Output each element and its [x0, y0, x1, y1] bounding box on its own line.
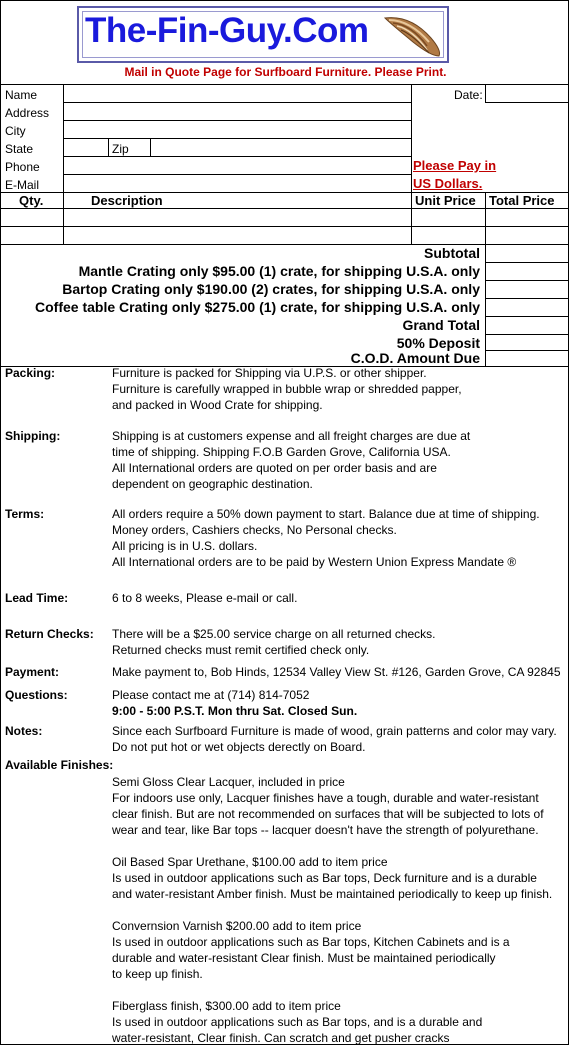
coffee-crating-label: Coffee table Crating only $275.00 (1) crate, for shipping U.S.A. only: [35, 299, 480, 315]
email-label: E-Mail: [5, 178, 40, 192]
shipping-title: Shipping:: [5, 429, 61, 443]
divider: [411, 84, 412, 244]
finishes-title: Available Finishes:: [5, 758, 114, 772]
business-hours: 9:00 - 5:00 P.S.T. Mon thru Sat. Closed Sun.: [112, 704, 358, 718]
col-description-header: Description: [91, 193, 163, 208]
text-line: dependent on geographic destination.: [112, 477, 313, 491]
text-line: [112, 982, 552, 998]
lead-time-title: Lead Time:: [5, 591, 69, 605]
page-subtitle: Mail in Quote Page for Surfboard Furniture. Please Print.: [124, 65, 447, 79]
text-line: For indoors use only, Lacquer finishes have a tough, durable and water-resistant: [112, 791, 539, 805]
terms-title: Terms:: [5, 507, 45, 521]
return-checks-text: [112, 626, 436, 658]
text-line: and packed in Wood Crate for shipping.: [112, 398, 323, 412]
logo-text: The-Fin-Guy.Com: [85, 11, 369, 50]
phone-label: Phone: [5, 160, 40, 174]
bartop-crating-label: Bartop Crating only $190.00 (2) crates, for shipping U.S.A. only: [62, 281, 480, 297]
name-label: Name: [5, 88, 38, 102]
payment-text: [112, 664, 561, 680]
text-line: [112, 902, 552, 918]
city-field[interactable]: [64, 121, 411, 138]
text-line: water-resistant, Clear finish. Can scratch and get pusher cracks: [112, 1031, 450, 1045]
divider: [108, 138, 109, 156]
grand-total-label: Grand Total: [402, 317, 480, 333]
site-logo[interactable]: [77, 6, 449, 63]
packing-title: Packing:: [5, 366, 56, 380]
address-label: Address: [5, 106, 50, 120]
city-label: City: [5, 124, 26, 138]
zip-field[interactable]: [151, 139, 411, 156]
text-line: Semi Gloss Clear Lacquer, included in price: [112, 775, 345, 789]
pay-usd-note[interactable]: Please Pay in: [413, 158, 497, 173]
divider: [1, 192, 569, 193]
date-field[interactable]: [486, 85, 569, 102]
text-line: All International orders are quoted on per order basis and are: [112, 461, 437, 475]
text-line: All orders require a 50% down payment to start. Balance due at time of shipping.: [112, 507, 540, 521]
cod-label: C.O.D. Amount Due: [350, 350, 480, 366]
col-total-price-header: Total Price: [489, 193, 555, 208]
text-line: Is used in outdoor applications such as Bar tops, and is a durable and: [112, 1015, 483, 1029]
text-line: Returned checks must remit certified check only.: [112, 643, 370, 657]
text-line: Is used in outdoor applications such as Bar tops, Deck furniture and is a durable: [112, 871, 537, 885]
surfboard-fin-icon: [383, 12, 443, 58]
state-label: State: [5, 142, 34, 156]
text-line: Please contact me at (714) 814-7052: [112, 688, 310, 702]
divider: [485, 262, 569, 263]
deposit-label: 50% Deposit: [396, 335, 480, 351]
col-qty-header: Qty.: [19, 193, 44, 208]
return-checks-title: Return Checks:: [5, 627, 94, 641]
text-line: clear finish. But are not recommended on surfaces that will be subjected to lots of: [112, 807, 544, 821]
divider: [1, 208, 569, 209]
state-field[interactable]: [64, 139, 108, 156]
lead-time-text: [112, 590, 297, 606]
text-line: 6 to 8 weeks, Please e-mail or call.: [112, 591, 298, 605]
address-field[interactable]: [64, 103, 411, 120]
col-unit-price-header: Unit Price: [415, 193, 476, 208]
mantle-crating-label: Mantle Crating only $95.00 (1) crate, for shipping U.S.A. only: [78, 263, 480, 279]
pay-usd-note-line2[interactable]: US Dollars.: [413, 176, 483, 191]
packing-text: [112, 365, 462, 413]
text-line: Since each Surfboard Furniture is made of wood, grain patterns and color may vary.: [112, 724, 557, 738]
email-field[interactable]: [64, 175, 411, 192]
divider: [485, 192, 486, 366]
text-line: All International orders are to be paid by Western Union Express Mandate ®: [112, 555, 517, 569]
divider: [1, 244, 569, 245]
payment-title: Payment:: [5, 665, 60, 679]
text-line: Do not put hot or wet objects derectly on Board.: [112, 740, 366, 754]
shipping-text: [112, 428, 470, 492]
text-line: and water-resistant Amber finish. Must be maintained periodically to keep up finish.: [112, 887, 553, 901]
finishes-text: [112, 774, 552, 1045]
text-line: All pricing is in U.S. dollars.: [112, 539, 258, 553]
phone-field[interactable]: [64, 157, 411, 174]
text-line: Oil Based Spar Urethane, $100.00 add to item price: [112, 855, 388, 869]
terms-text: [112, 506, 540, 570]
divider: [485, 102, 569, 103]
text-line: Make payment to, Bob Hinds, 12534 Valley View St. #126, Garden Grove, CA 92845: [112, 665, 561, 679]
divider: [485, 316, 569, 317]
questions-title: Questions:: [5, 688, 68, 702]
text-line: Is used in outdoor applications such as Bar tops, Kitchen Cabinets and is a: [112, 935, 510, 949]
text-line: Fiberglass finish, $300.00 add to item price: [112, 999, 341, 1013]
notes-title: Notes:: [5, 724, 43, 738]
divider: [1, 226, 569, 227]
divider: [485, 280, 569, 281]
name-field[interactable]: [64, 85, 411, 102]
text-line: There will be a $25.00 service charge on all returned checks.: [112, 627, 436, 641]
text-line: [112, 838, 552, 854]
divider: [485, 334, 569, 335]
zip-label: Zip: [112, 142, 129, 156]
text-line: time of shipping. Shipping F.O.B Garden Grove, California USA.: [112, 445, 451, 459]
text-line: durable and water-resistant Clear finish. Must be maintained periodically: [112, 951, 496, 965]
divider: [485, 298, 569, 299]
text-line: wear and tear, like Bar tops -- lacquer doesn't have the strength of polyurethane.: [112, 823, 539, 837]
divider: [485, 350, 569, 351]
questions-text: [112, 687, 309, 703]
notes-text: [112, 723, 557, 755]
text-line: Convernsion Varnish $200.00 add to item price: [112, 919, 362, 933]
text-line: Furniture is packed for Shipping via U.P.S. or other shipper.: [112, 366, 427, 380]
text-line: Furniture is carefully wrapped in bubble wrap or shredded papper,: [112, 382, 462, 396]
date-label: Date:: [454, 88, 483, 102]
text-line: Shipping is at customers expense and all freight charges are due at: [112, 429, 471, 443]
text-line: to keep up finish.: [112, 967, 203, 981]
subtotal-label: Subtotal: [424, 245, 480, 261]
text-line: Money orders, Cashiers checks, No Personal checks.: [112, 523, 397, 537]
